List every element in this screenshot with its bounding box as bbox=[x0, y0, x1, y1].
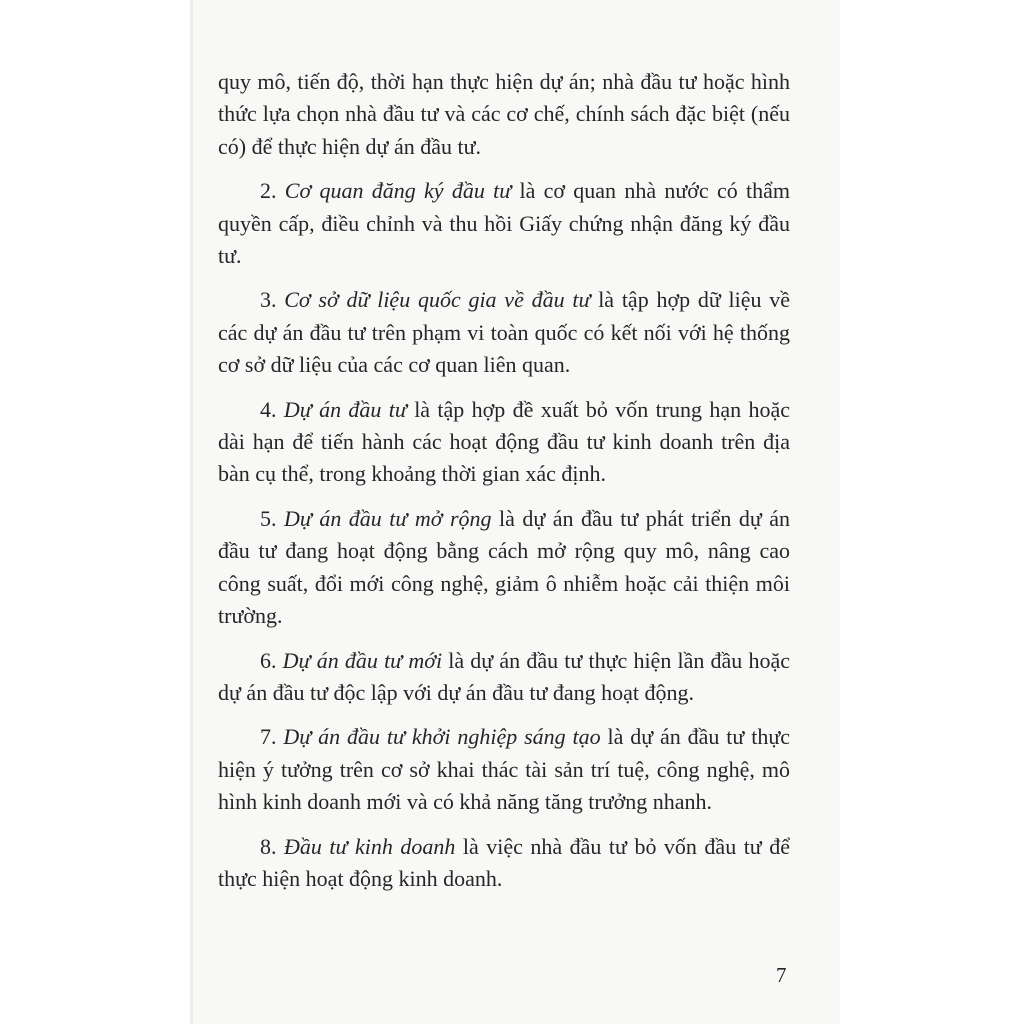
item-text: là dự án đầu tư thực hiện lần đầu hoặc dự án đầu tư độc lập với dự án đầu tư đang hoạt động. bbox=[218, 647, 790, 705]
page-content bbox=[218, 66, 790, 907]
definition-item-2 bbox=[218, 175, 790, 272]
item-number: 2. bbox=[260, 178, 277, 204]
page-number: 7 bbox=[776, 963, 787, 987]
item-term: Cơ sở dữ liệu quốc gia về đầu tư bbox=[284, 287, 591, 313]
item-number: 7. bbox=[260, 724, 277, 750]
definition-item-6 bbox=[218, 645, 790, 710]
item-term: Cơ quan đăng ký đầu tư bbox=[284, 178, 512, 204]
item-term: Dự án đầu tư khởi nghiệp sáng tạo bbox=[283, 724, 601, 750]
item-text: là dự án đầu tư phát triển dự án đầu tư đang hoạt động bằng cách mở rộng quy mô, nâng cao công suất, đổi mới công nghệ, giảm ô nhiễm hoặc cải thiện môi trường. bbox=[218, 505, 791, 629]
item-term: Dự án đầu tư bbox=[283, 396, 407, 422]
intro-paragraph: quy mô, tiến độ, thời hạn thực hiện dự án; nhà đầu tư hoặc hình thức lựa chọn nhà đầu tư và các cơ chế, chính sách đặc biệt (nếu có) để thực hiện dự án đầu tư. bbox=[218, 69, 790, 159]
item-term: Dự án đầu tư mới bbox=[282, 647, 443, 673]
item-number: 8. bbox=[260, 833, 277, 859]
item-term: Dự án đầu tư mở rộng bbox=[283, 505, 492, 531]
item-number: 6. bbox=[260, 647, 277, 673]
item-text: là tập hợp dữ liệu về các dự án đầu tư trên phạm vi toàn quốc có kết nối với hệ thống cơ sở dữ liệu của các cơ quan liên quan. bbox=[218, 287, 790, 378]
item-text: là dự án đầu tư thực hiện ý tưởng trên cơ sở khai thác tài sản trí tuệ, công nghệ, mô hình kinh doanh mới và có khả năng tăng trưởng nhanh. bbox=[218, 724, 791, 815]
definition-item-5 bbox=[218, 503, 790, 633]
item-text: là tập hợp đề xuất bỏ vốn trung hạn hoặc dài hạn để tiến hành các hoạt động đầu tư kinh doanh trên địa bàn cụ thể, trong khoảng thời gian xác định. bbox=[218, 396, 791, 487]
item-text: là việc nhà đầu tư bỏ vốn đầu tư để thực hiện hoạt động kinh doanh. bbox=[218, 833, 790, 891]
page-edge bbox=[190, 0, 193, 1024]
definition-item-8 bbox=[218, 831, 790, 896]
item-number: 5. bbox=[260, 505, 277, 531]
definition-item-3 bbox=[218, 284, 790, 381]
item-term: Đầu tư kinh doanh bbox=[284, 833, 456, 859]
item-text: là cơ quan nhà nước có thẩm quyền cấp, điều chỉnh và thu hồi Giấy chứng nhận đăng ký đầu tư. bbox=[218, 178, 790, 269]
item-number: 3. bbox=[260, 287, 277, 313]
item-number: 4. bbox=[260, 396, 277, 422]
definition-item-7 bbox=[218, 721, 790, 818]
definition-item-4 bbox=[218, 394, 790, 491]
